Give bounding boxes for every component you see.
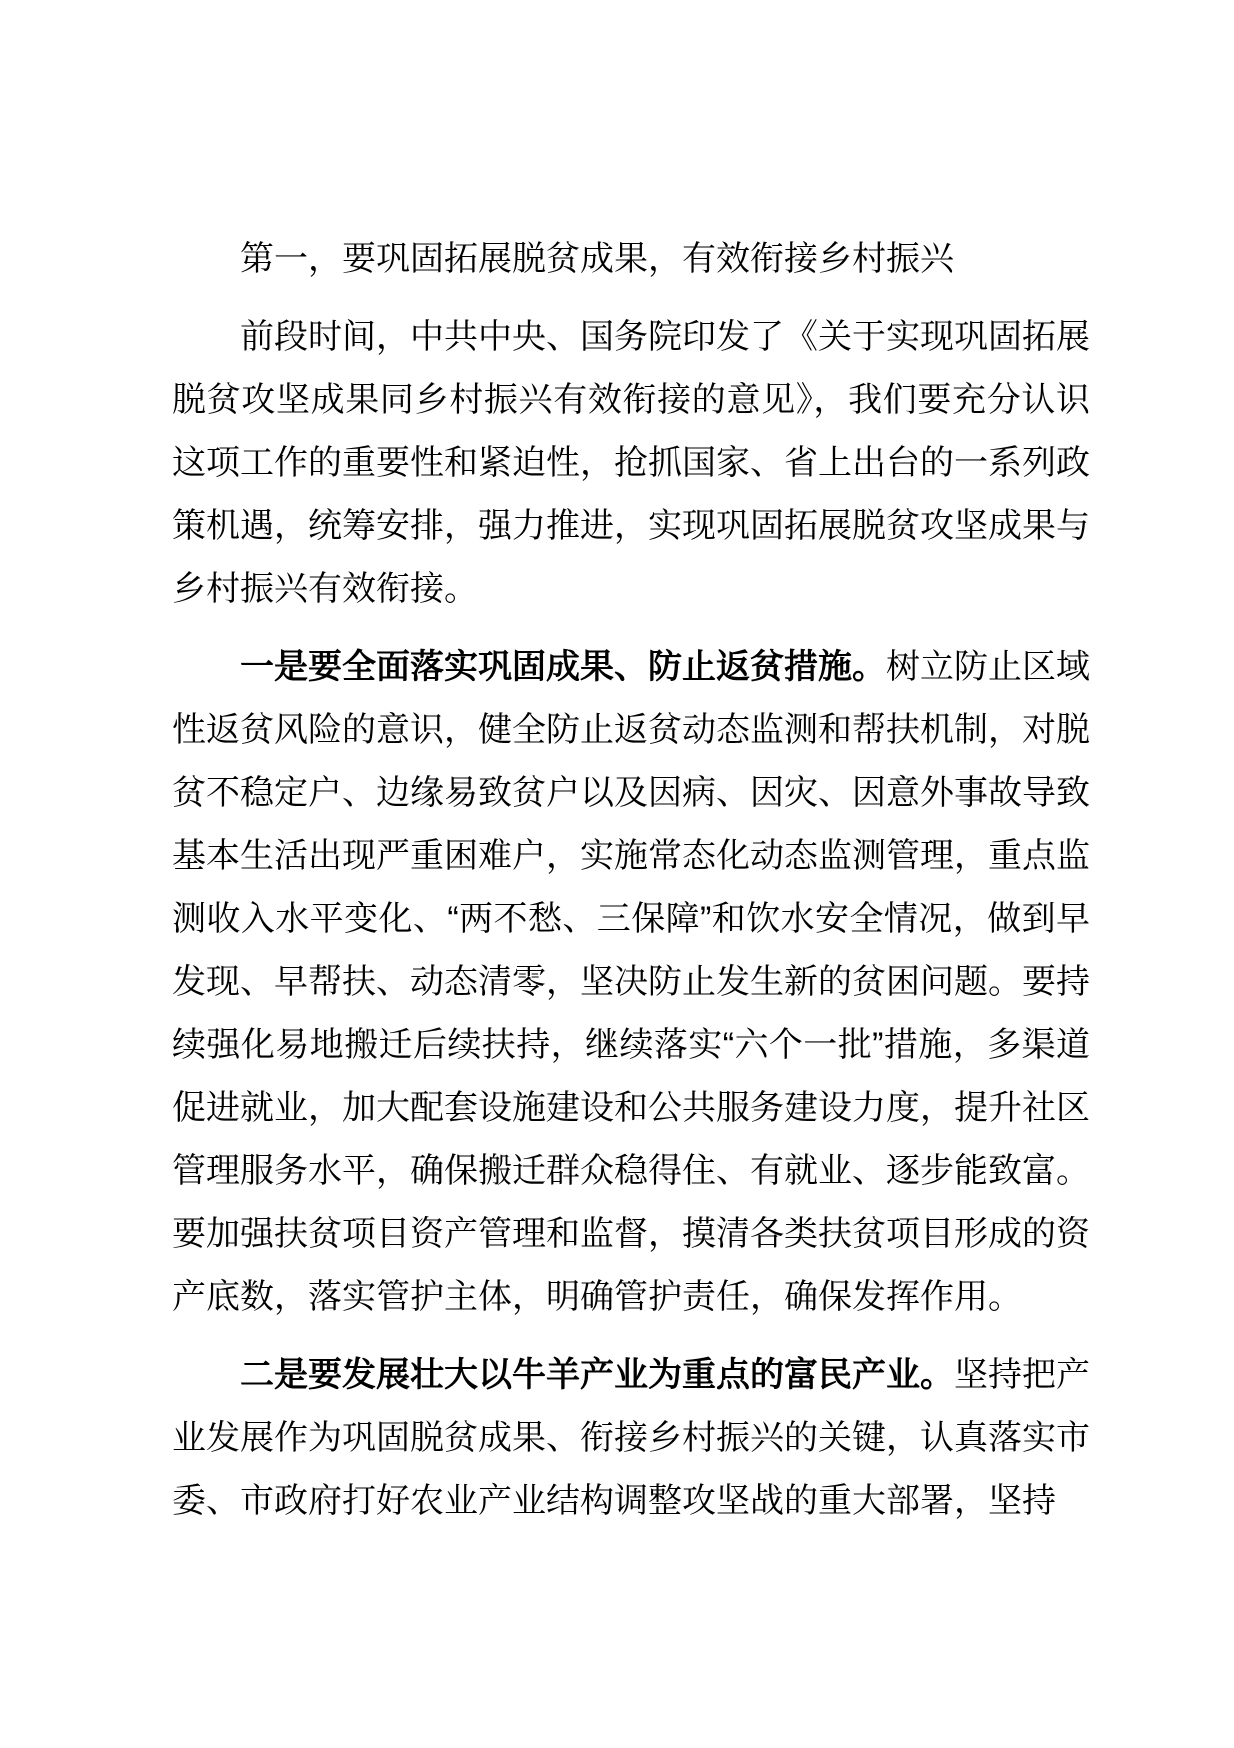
paragraph-intro — [172, 306, 1090, 621]
paragraph-point-one-bold-lead: 一是要全面落实巩固成果、防止返贫措施。 — [240, 648, 886, 686]
paragraph-point-two — [172, 1344, 1090, 1533]
document-body — [172, 228, 1090, 1533]
document-heading — [172, 228, 1090, 291]
paragraph-point-two-text: 坚持把产业发展作为巩固脱贫成果、衔接乡村振兴的关键，认真落实市委、市政府打好农业产业结构调整攻坚战的重大部署，坚持 — [172, 1356, 1090, 1520]
paragraph-intro-text: 前段时间，中共中央、国务院印发了《关于实现巩固拓展脱贫攻坚成果同乡村振兴有效衔接的意见》，我们要充分认识这项工作的重要性和紧迫性，抢抓国家、省上出台的一系列政策机遇，统筹安排，强力推进，实现巩固拓展脱贫攻坚成果与乡村振兴有效衔接。 — [172, 318, 1090, 608]
heading-text: 第一，要巩固拓展脱贫成果，有效衔接乡村振兴 — [240, 240, 954, 278]
paragraph-point-two-bold-lead: 二是要发展壮大以牛羊产业为重点的富民产业。 — [240, 1356, 954, 1394]
paragraph-point-one-text: 树立防止区域性返贫风险的意识，健全防止返贫动态监测和帮扶机制，对脱贫不稳定户、边缘易致贫户以及因病、因灾、因意外事故导致基本生活出现严重困难户，实施常态化动态监测管理，重点监测收入水平变化、“两不愁、三保障”和饮水安全情况，做到早发现、早帮扶、动态清零，坚决防止发生新的贫困问题。要持续强化易地搬迁后续扶持，继续落实“六个一批”措施，多渠道促进就业，加大配套设施建设和公共服务建设力度，提升社区管理服务水平，确保搬迁群众稳得住、有就业、逐步能致富。要加强扶贫项目资产管理和监督，摸清各类扶贫项目形成的资产底数，落实管护主体，明确管护责任，确保发挥作用。 — [172, 648, 1090, 1316]
paragraph-point-one — [172, 636, 1090, 1329]
